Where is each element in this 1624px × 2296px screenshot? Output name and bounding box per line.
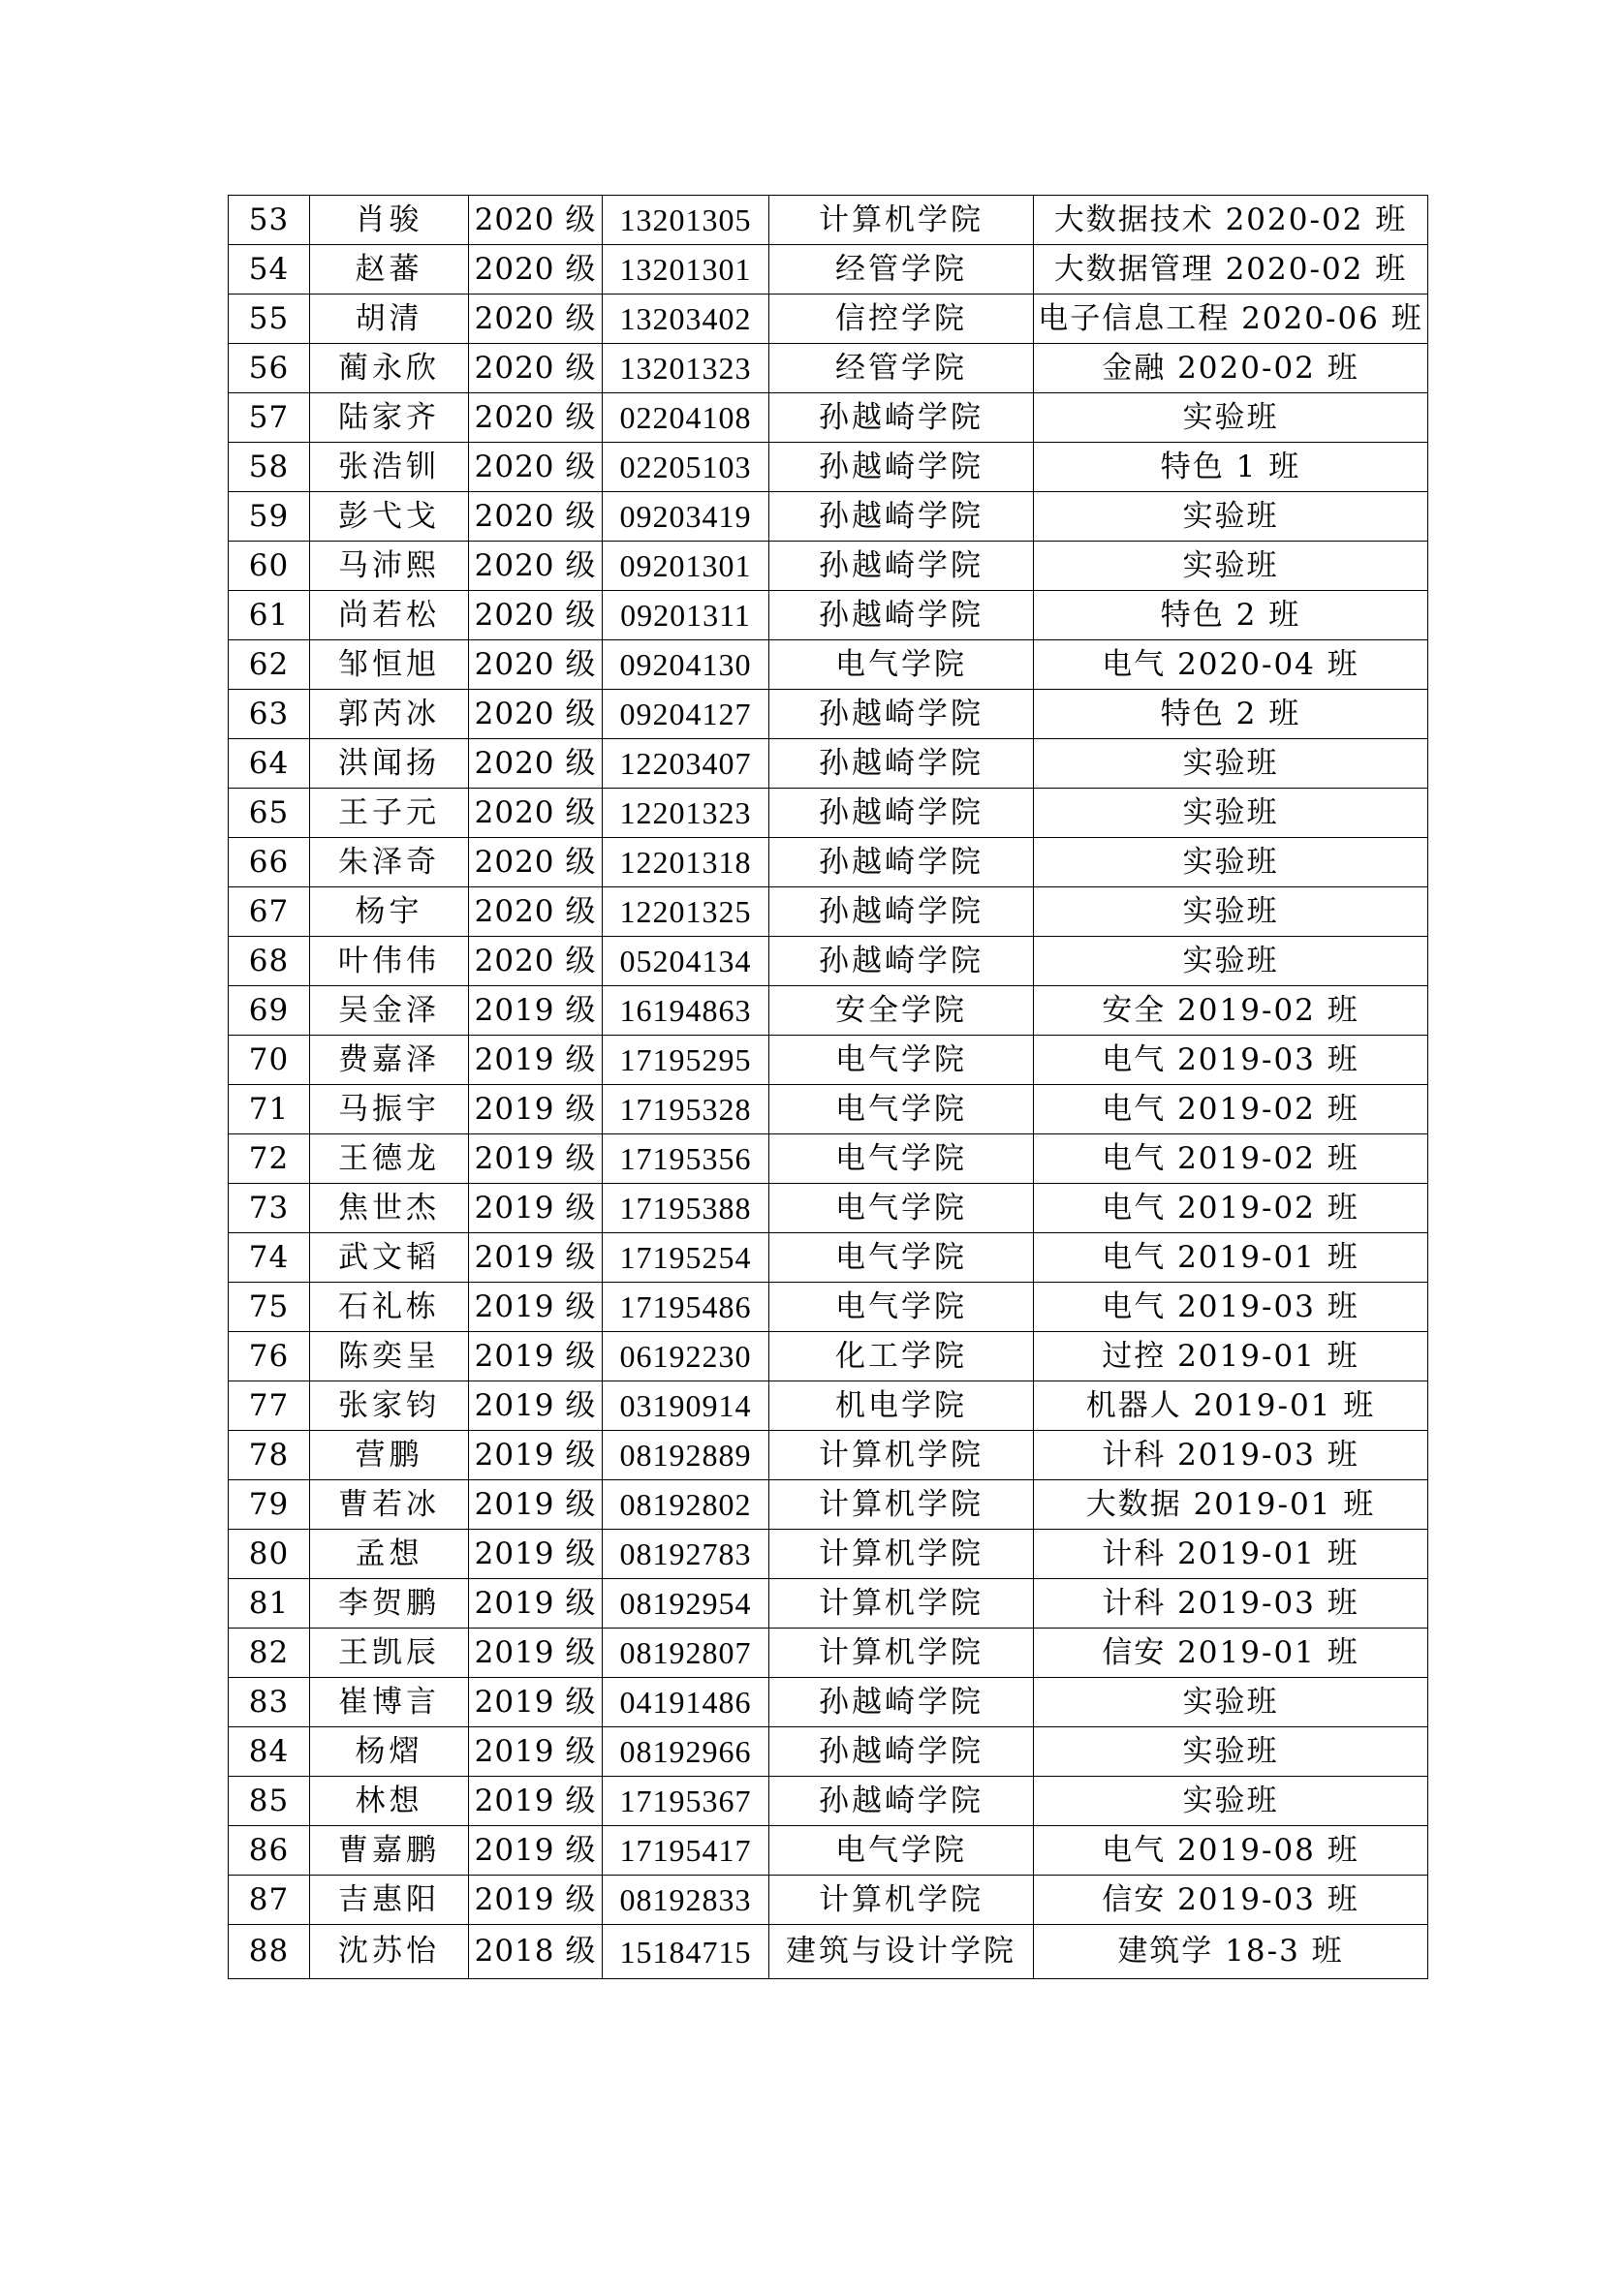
row-number-cell: 60	[229, 542, 310, 591]
student-name-cell: 马振宇	[310, 1085, 469, 1134]
grade-cell: 2020 级	[469, 443, 603, 492]
college-cell: 孙越崎学院	[769, 838, 1034, 887]
grade-cell: 2020 级	[469, 690, 603, 739]
table-row	[229, 542, 1428, 591]
grade-cell: 2020 级	[469, 245, 603, 295]
table-row	[229, 1579, 1428, 1629]
college-cell: 机电学院	[769, 1381, 1034, 1431]
student-id-cell: 12201325	[603, 887, 769, 937]
grade-cell: 2019 级	[469, 1085, 603, 1134]
row-number-cell: 58	[229, 443, 310, 492]
student-name-cell: 李贺鹏	[310, 1579, 469, 1629]
class-cell: 电气 2019-01 班	[1034, 1233, 1428, 1283]
college-cell: 经管学院	[769, 344, 1034, 393]
grade-cell: 2019 级	[469, 1727, 603, 1777]
student-name-cell: 张家钧	[310, 1381, 469, 1431]
grade-cell: 2018 级	[469, 1925, 603, 1979]
row-number-cell: 64	[229, 739, 310, 789]
student-name-cell: 林想	[310, 1777, 469, 1826]
student-id-cell: 17195295	[603, 1036, 769, 1085]
row-number-cell: 80	[229, 1530, 310, 1579]
class-cell: 电气 2019-03 班	[1034, 1283, 1428, 1332]
student-name-cell: 郭芮冰	[310, 690, 469, 739]
college-cell: 孙越崎学院	[769, 887, 1034, 937]
class-cell: 实验班	[1034, 838, 1428, 887]
table-row	[229, 887, 1428, 937]
student-id-cell: 13201305	[603, 196, 769, 245]
class-cell: 实验班	[1034, 887, 1428, 937]
table-row	[229, 1184, 1428, 1233]
table-row	[229, 640, 1428, 690]
table-row	[229, 1826, 1428, 1876]
row-number-cell: 79	[229, 1480, 310, 1530]
table-row	[229, 1332, 1428, 1381]
row-number-cell: 67	[229, 887, 310, 937]
table-row	[229, 986, 1428, 1036]
college-cell: 信控学院	[769, 295, 1034, 344]
row-number-cell: 81	[229, 1579, 310, 1629]
student-name-cell: 崔博言	[310, 1678, 469, 1727]
college-cell: 电气学院	[769, 640, 1034, 690]
table-row	[229, 492, 1428, 542]
class-cell: 特色 2 班	[1034, 591, 1428, 640]
college-cell: 建筑与设计学院	[769, 1925, 1034, 1979]
student-id-cell: 09201301	[603, 542, 769, 591]
college-cell: 计算机学院	[769, 1480, 1034, 1530]
student-name-cell: 陈奕呈	[310, 1332, 469, 1381]
student-id-cell: 09204130	[603, 640, 769, 690]
class-cell: 实验班	[1034, 393, 1428, 443]
student-id-cell: 09203419	[603, 492, 769, 542]
college-cell: 化工学院	[769, 1332, 1034, 1381]
college-cell: 孙越崎学院	[769, 542, 1034, 591]
student-id-cell: 13203402	[603, 295, 769, 344]
grade-cell: 2019 级	[469, 1480, 603, 1530]
row-number-cell: 72	[229, 1134, 310, 1184]
student-id-cell: 08192954	[603, 1579, 769, 1629]
table-row	[229, 690, 1428, 739]
table-row	[229, 591, 1428, 640]
class-cell: 特色 1 班	[1034, 443, 1428, 492]
row-number-cell: 68	[229, 937, 310, 986]
student-name-cell: 尚若松	[310, 591, 469, 640]
class-cell: 电气 2019-02 班	[1034, 1134, 1428, 1184]
class-cell: 实验班	[1034, 739, 1428, 789]
row-number-cell: 82	[229, 1629, 310, 1678]
student-id-cell: 17195356	[603, 1134, 769, 1184]
student-name-cell: 费嘉泽	[310, 1036, 469, 1085]
grade-cell: 2019 级	[469, 1777, 603, 1826]
student-name-cell: 沈苏怡	[310, 1925, 469, 1979]
class-cell: 电气 2019-08 班	[1034, 1826, 1428, 1876]
grade-cell: 2020 级	[469, 887, 603, 937]
grade-cell: 2020 级	[469, 295, 603, 344]
grade-cell: 2020 级	[469, 393, 603, 443]
class-cell: 机器人 2019-01 班	[1034, 1381, 1428, 1431]
class-cell: 实验班	[1034, 1777, 1428, 1826]
student-name-cell: 王凯辰	[310, 1629, 469, 1678]
college-cell: 安全学院	[769, 986, 1034, 1036]
row-number-cell: 53	[229, 196, 310, 245]
class-cell: 电气 2019-02 班	[1034, 1184, 1428, 1233]
row-number-cell: 63	[229, 690, 310, 739]
table-row	[229, 443, 1428, 492]
row-number-cell: 76	[229, 1332, 310, 1381]
student-id-cell: 09201311	[603, 591, 769, 640]
class-cell: 电气 2020-04 班	[1034, 640, 1428, 690]
class-cell: 大数据管理 2020-02 班	[1034, 245, 1428, 295]
grade-cell: 2019 级	[469, 1332, 603, 1381]
college-cell: 电气学院	[769, 1085, 1034, 1134]
table-row	[229, 393, 1428, 443]
table-row	[229, 1134, 1428, 1184]
table-row	[229, 1233, 1428, 1283]
student-name-cell: 叶伟伟	[310, 937, 469, 986]
grade-cell: 2019 级	[469, 1629, 603, 1678]
table-row	[229, 1085, 1428, 1134]
student-name-cell: 王德龙	[310, 1134, 469, 1184]
row-number-cell: 85	[229, 1777, 310, 1826]
student-name-cell: 武文韬	[310, 1233, 469, 1283]
college-cell: 孙越崎学院	[769, 443, 1034, 492]
table-row	[229, 739, 1428, 789]
student-name-cell: 曹若冰	[310, 1480, 469, 1530]
class-cell: 建筑学 18-3 班	[1034, 1925, 1428, 1979]
grade-cell: 2019 级	[469, 1184, 603, 1233]
table-row	[229, 937, 1428, 986]
student-name-cell: 吴金泽	[310, 986, 469, 1036]
class-cell: 实验班	[1034, 937, 1428, 986]
student-id-cell: 02204108	[603, 393, 769, 443]
table-row	[229, 1431, 1428, 1480]
class-cell: 信安 2019-03 班	[1034, 1876, 1428, 1925]
student-name-cell: 吉惠阳	[310, 1876, 469, 1925]
college-cell: 计算机学院	[769, 1431, 1034, 1480]
grade-cell: 2019 级	[469, 1678, 603, 1727]
class-cell: 电气 2019-03 班	[1034, 1036, 1428, 1085]
grade-cell: 2020 级	[469, 640, 603, 690]
class-cell: 金融 2020-02 班	[1034, 344, 1428, 393]
student-id-cell: 08192889	[603, 1431, 769, 1480]
college-cell: 计算机学院	[769, 1629, 1034, 1678]
table-row	[229, 344, 1428, 393]
college-cell: 电气学院	[769, 1283, 1034, 1332]
grade-cell: 2019 级	[469, 1036, 603, 1085]
grade-cell: 2020 级	[469, 344, 603, 393]
student-name-cell: 张浩钏	[310, 443, 469, 492]
student-id-cell: 17195367	[603, 1777, 769, 1826]
class-cell: 信安 2019-01 班	[1034, 1629, 1428, 1678]
student-name-cell: 杨宇	[310, 887, 469, 937]
row-number-cell: 62	[229, 640, 310, 690]
row-number-cell: 55	[229, 295, 310, 344]
student-id-cell: 12203407	[603, 739, 769, 789]
class-cell: 计科 2019-01 班	[1034, 1530, 1428, 1579]
student-name-cell: 肖骏	[310, 196, 469, 245]
college-cell: 电气学院	[769, 1233, 1034, 1283]
college-cell: 孙越崎学院	[769, 690, 1034, 739]
grade-cell: 2019 级	[469, 1431, 603, 1480]
grade-cell: 2019 级	[469, 1579, 603, 1629]
student-id-cell: 09204127	[603, 690, 769, 739]
student-id-cell: 17195486	[603, 1283, 769, 1332]
student-name-cell: 焦世杰	[310, 1184, 469, 1233]
college-cell: 计算机学院	[769, 196, 1034, 245]
row-number-cell: 74	[229, 1233, 310, 1283]
row-number-cell: 88	[229, 1925, 310, 1979]
college-cell: 电气学院	[769, 1134, 1034, 1184]
student-name-cell: 蔺永欣	[310, 344, 469, 393]
college-cell: 孙越崎学院	[769, 739, 1034, 789]
row-number-cell: 59	[229, 492, 310, 542]
student-roster-table	[228, 195, 1428, 1979]
student-name-cell: 曹嘉鹏	[310, 1826, 469, 1876]
student-name-cell: 孟想	[310, 1530, 469, 1579]
grade-cell: 2019 级	[469, 1876, 603, 1925]
table-row	[229, 838, 1428, 887]
student-name-cell: 邹恒旭	[310, 640, 469, 690]
student-name-cell: 石礼栋	[310, 1283, 469, 1332]
row-number-cell: 66	[229, 838, 310, 887]
row-number-cell: 87	[229, 1876, 310, 1925]
row-number-cell: 71	[229, 1085, 310, 1134]
college-cell: 孙越崎学院	[769, 393, 1034, 443]
table-row	[229, 196, 1428, 245]
grade-cell: 2019 级	[469, 1233, 603, 1283]
grade-cell: 2020 级	[469, 937, 603, 986]
grade-cell: 2020 级	[469, 542, 603, 591]
class-cell: 实验班	[1034, 492, 1428, 542]
student-name-cell: 陆家齐	[310, 393, 469, 443]
student-id-cell: 16194863	[603, 986, 769, 1036]
student-name-cell: 马沛熙	[310, 542, 469, 591]
student-id-cell: 08192966	[603, 1727, 769, 1777]
student-name-cell: 王子元	[310, 789, 469, 838]
college-cell: 电气学院	[769, 1036, 1034, 1085]
student-id-cell: 04191486	[603, 1678, 769, 1727]
table-row	[229, 1876, 1428, 1925]
grade-cell: 2019 级	[469, 1134, 603, 1184]
row-number-cell: 56	[229, 344, 310, 393]
roster-body	[229, 196, 1428, 1979]
college-cell: 计算机学院	[769, 1876, 1034, 1925]
grade-cell: 2020 级	[469, 789, 603, 838]
row-number-cell: 86	[229, 1826, 310, 1876]
grade-cell: 2019 级	[469, 1826, 603, 1876]
student-id-cell: 08192807	[603, 1629, 769, 1678]
row-number-cell: 61	[229, 591, 310, 640]
table-row	[229, 1381, 1428, 1431]
student-id-cell: 06192230	[603, 1332, 769, 1381]
class-cell: 实验班	[1034, 1727, 1428, 1777]
college-cell: 经管学院	[769, 245, 1034, 295]
student-id-cell: 17195254	[603, 1233, 769, 1283]
student-name-cell: 营鹏	[310, 1431, 469, 1480]
student-id-cell: 15184715	[603, 1925, 769, 1979]
grade-cell: 2020 级	[469, 196, 603, 245]
class-cell: 电气 2019-02 班	[1034, 1085, 1428, 1134]
student-id-cell: 13201301	[603, 245, 769, 295]
college-cell: 计算机学院	[769, 1579, 1034, 1629]
table-row	[229, 1036, 1428, 1085]
college-cell: 孙越崎学院	[769, 591, 1034, 640]
table-row	[229, 1777, 1428, 1826]
row-number-cell: 75	[229, 1283, 310, 1332]
grade-cell: 2020 级	[469, 492, 603, 542]
student-id-cell: 08192833	[603, 1876, 769, 1925]
college-cell: 孙越崎学院	[769, 789, 1034, 838]
class-cell: 大数据 2019-01 班	[1034, 1480, 1428, 1530]
table-row	[229, 245, 1428, 295]
table-row	[229, 1678, 1428, 1727]
student-id-cell: 08192783	[603, 1530, 769, 1579]
row-number-cell: 78	[229, 1431, 310, 1480]
table-row	[229, 1727, 1428, 1777]
college-cell: 孙越崎学院	[769, 1678, 1034, 1727]
student-id-cell: 02205103	[603, 443, 769, 492]
row-number-cell: 57	[229, 393, 310, 443]
row-number-cell: 83	[229, 1678, 310, 1727]
table-row	[229, 295, 1428, 344]
class-cell: 计科 2019-03 班	[1034, 1579, 1428, 1629]
row-number-cell: 73	[229, 1184, 310, 1233]
college-cell: 孙越崎学院	[769, 1727, 1034, 1777]
student-id-cell: 08192802	[603, 1480, 769, 1530]
grade-cell: 2020 级	[469, 739, 603, 789]
grade-cell: 2019 级	[469, 1283, 603, 1332]
grade-cell: 2019 级	[469, 986, 603, 1036]
student-name-cell: 杨熠	[310, 1727, 469, 1777]
student-id-cell: 12201318	[603, 838, 769, 887]
class-cell: 特色 2 班	[1034, 690, 1428, 739]
row-number-cell: 77	[229, 1381, 310, 1431]
college-cell: 孙越崎学院	[769, 937, 1034, 986]
student-name-cell: 彭弋戈	[310, 492, 469, 542]
table-row	[229, 1925, 1428, 1979]
row-number-cell: 69	[229, 986, 310, 1036]
row-number-cell: 54	[229, 245, 310, 295]
class-cell: 计科 2019-03 班	[1034, 1431, 1428, 1480]
class-cell: 大数据技术 2020-02 班	[1034, 196, 1428, 245]
student-name-cell: 洪闻扬	[310, 739, 469, 789]
row-number-cell: 70	[229, 1036, 310, 1085]
student-id-cell: 03190914	[603, 1381, 769, 1431]
table-row	[229, 1530, 1428, 1579]
class-cell: 安全 2019-02 班	[1034, 986, 1428, 1036]
grade-cell: 2020 级	[469, 591, 603, 640]
class-cell: 实验班	[1034, 1678, 1428, 1727]
student-name-cell: 朱泽奇	[310, 838, 469, 887]
class-cell: 电子信息工程 2020-06 班	[1034, 295, 1428, 344]
row-number-cell: 84	[229, 1727, 310, 1777]
college-cell: 孙越崎学院	[769, 492, 1034, 542]
row-number-cell: 65	[229, 789, 310, 838]
table-row	[229, 1629, 1428, 1678]
student-id-cell: 17195388	[603, 1184, 769, 1233]
college-cell: 计算机学院	[769, 1530, 1034, 1579]
class-cell: 实验班	[1034, 542, 1428, 591]
college-cell: 电气学院	[769, 1184, 1034, 1233]
college-cell: 孙越崎学院	[769, 1777, 1034, 1826]
grade-cell: 2019 级	[469, 1381, 603, 1431]
student-name-cell: 胡清	[310, 295, 469, 344]
student-id-cell: 17195417	[603, 1826, 769, 1876]
student-id-cell: 05204134	[603, 937, 769, 986]
student-id-cell: 12201323	[603, 789, 769, 838]
grade-cell: 2019 级	[469, 1530, 603, 1579]
table-row	[229, 1283, 1428, 1332]
student-id-cell: 13201323	[603, 344, 769, 393]
table-row	[229, 789, 1428, 838]
student-name-cell: 赵蕃	[310, 245, 469, 295]
class-cell: 实验班	[1034, 789, 1428, 838]
class-cell: 过控 2019-01 班	[1034, 1332, 1428, 1381]
grade-cell: 2020 级	[469, 838, 603, 887]
student-id-cell: 17195328	[603, 1085, 769, 1134]
college-cell: 电气学院	[769, 1826, 1034, 1876]
table-row	[229, 1480, 1428, 1530]
